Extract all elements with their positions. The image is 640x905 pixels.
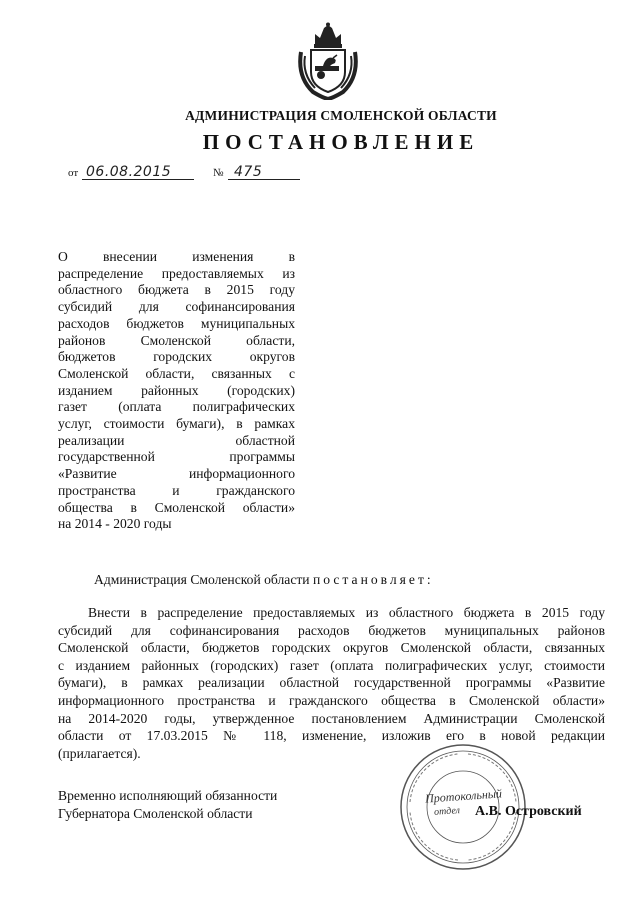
authority-name: АДМИНИСТРАЦИЯ СМОЛЕНСКОЙ ОБЛАСТИ [185,108,497,123]
signer-position-line2: Губернатора Смоленской области [58,805,253,821]
stamp-text-line1: Протокольный [424,786,503,806]
subject-line: Смоленской области, связанных с [58,365,295,381]
signer-position-line1: Временно исполняющий обязанности [58,788,278,803]
smolensk-coat-of-arms-icon [293,22,363,100]
subject-line: «Развитие информационного [58,466,295,482]
subject-line: бюджетов городских округов [58,349,295,365]
subject-line: распределение предоставляемых из [58,265,295,281]
body-line: с изданием районных (городских) газет (оплата полиграфических услуг, стоимости [58,657,605,673]
date-label: от [68,167,79,179]
subject-line: районов Смоленской области, [58,332,295,348]
body-line: Смоленской области, бюджетов городских округов Смоленской области, связанных [58,640,605,656]
subject-line: О внесении изменения в [58,249,295,264]
document-type-title: ПОСТАНОВЛЕНИЕ [202,130,480,154]
body-line: информационного пространства и гражданского общества в Смоленской области» [58,692,605,708]
subject-line: общества в Смоленской области» [58,499,295,515]
body-line: Внести в распределение предоставляемых из областного бюджета в 2015 году [88,605,605,620]
subject-line: государственной программы [58,449,295,465]
decree-body [58,604,605,762]
stamp-text-line2: отдел [433,805,461,818]
number-label: № [213,167,224,179]
body-line: области от 17.03.2015 № 118, изменение, изложив его в новой редакции [58,728,605,744]
date-number-line [68,160,308,182]
subject-line: расходов бюджетов муниципальных [58,315,295,331]
document-subject [58,249,295,533]
number-value: 475 [234,164,263,180]
subject-line: изданием районных (городских) [58,382,295,398]
body-line: (прилагается). [58,745,141,761]
decree-intro-verb: постановляет: [312,572,434,587]
decree-intro [94,572,434,588]
decree-intro-prefix: Администрация Смоленской области [94,572,310,587]
signer-position [58,787,277,822]
subject-line: газет (оплата полиграфических [58,399,295,415]
subject-line: пространства и гражданского [58,482,295,498]
subject-line: областного бюджета в 2015 году [58,282,295,298]
date-value: 06.08.2015 [86,164,172,180]
subject-line: субсидий для софинансирования [58,299,295,315]
body-line: бумаги), в рамках реализации областной государственной программы «Развитие [58,675,605,691]
subject-line: реализации областной [58,432,295,448]
subject-line: на 2014 - 2020 годы [58,516,172,532]
subject-line: услуг, стоимости бумаги), в рамках [58,416,295,432]
signer-name: А.В. Островский [475,804,582,819]
body-line: на 2014-2020 годы, утвержденное постановлением Администрации Смоленской [58,710,605,726]
body-line: субсидий для софинансирования расходов бюджетов муниципальных районов [58,622,605,638]
